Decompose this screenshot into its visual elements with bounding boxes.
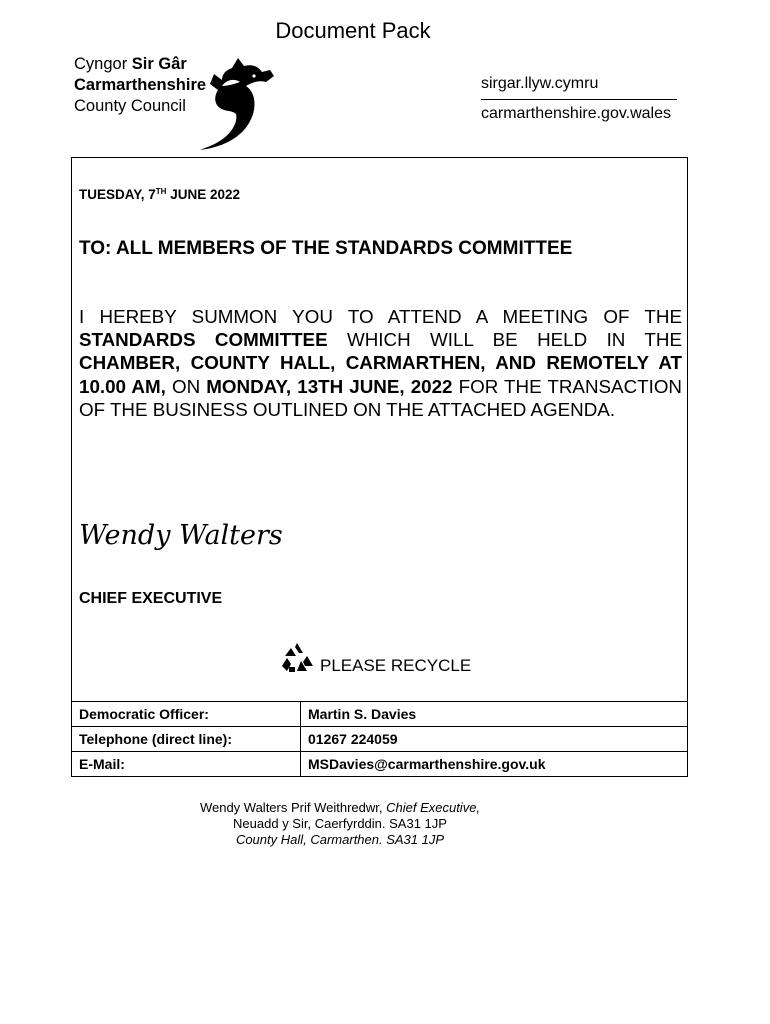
dragon-icon xyxy=(192,56,284,152)
contact-email[interactable]: MSDavies@carmarthenshire.gov.uk xyxy=(301,752,688,777)
footer-address xyxy=(150,800,530,848)
logo-line-carmarthenshire: Carmarthenshire xyxy=(74,76,207,94)
table-row xyxy=(72,752,688,777)
council-logo xyxy=(74,54,294,154)
logo-line-county-council: County Council xyxy=(74,97,186,115)
summons-date: TUESDAY, 7TH JUNE 2022 xyxy=(79,187,240,202)
logo-text xyxy=(74,54,206,117)
contact-value[interactable]: 01267 224059 xyxy=(301,727,688,752)
signatory-title: CHIEF EXECUTIVE xyxy=(79,590,223,607)
contact-label: Telephone (direct line): xyxy=(72,727,301,752)
english-website[interactable]: carmarthenshire.gov.wales xyxy=(481,105,672,122)
recycle-icon xyxy=(279,640,315,676)
footer-line-1: Wendy Walters Prif Weithredwr, Chief Executive, xyxy=(199,800,481,815)
footer-line-3: County Hall, Carmarthen. SA31 1JP xyxy=(235,832,445,847)
website-divider xyxy=(481,99,677,100)
contact-label: E-Mail: xyxy=(72,752,301,777)
welsh-website[interactable]: sirgar.llyw.cymru xyxy=(481,75,599,92)
logo-line-cyngor: Cyngor Sir Gâr xyxy=(74,55,187,73)
table-row xyxy=(72,702,688,727)
table-row xyxy=(72,727,688,752)
document-pack-title: Document Pack xyxy=(275,18,431,43)
contact-label: Democratic Officer: xyxy=(72,702,301,727)
summons-paragraph: I HEREBY SUMMON YOU TO ATTEND A MEETING OF THE STANDARDS COMMITTEE WHICH WILL BE HELD IN THE CHAMBER, COUNTY HALL, CARMARTHEN, AND REMOTELY AT 10.00 AM, ON MONDAY, 13TH JUNE, 2022 FOR THE TRANSACTION OF THE BUSINESS OUTLINED ON THE ATTACHED AGENDA. xyxy=(79,306,682,420)
footer-line-2: Neuadd y Sir, Caerfyrddin. SA31 1JP xyxy=(233,816,447,831)
signature: Wendy Walters xyxy=(79,520,283,551)
contact-table xyxy=(71,701,688,777)
addressee-line: TO: ALL MEMBERS OF THE STANDARDS COMMITTEE xyxy=(79,238,573,259)
website-links xyxy=(481,72,677,126)
contact-value: Martin S. Davies xyxy=(301,702,688,727)
recycle-notice: PLEASE RECYCLE xyxy=(320,656,472,675)
